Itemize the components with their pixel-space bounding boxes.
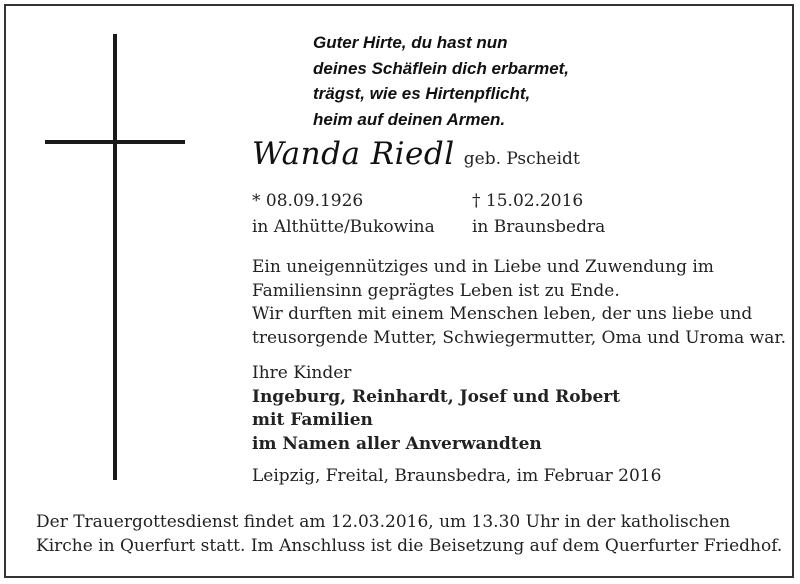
verse-line: Guter Hirte, du hast nun [313,33,508,52]
death-date: † 15.02.2016 [472,191,584,211]
birth-date: * 08.09.1926 [252,191,364,211]
message-line: Ein uneigennütziges und in Liebe und Zuwendung im [252,257,714,277]
family-names: Ingeburg, Reinhardt, Josef und Robert [252,386,621,407]
cross-horizontal-bar [45,140,185,144]
service-line: Kirche in Querfurt statt. Im Anschluss ist die Beisetzung auf dem Querfurter Friedhof. [36,536,783,556]
family-with-families: mit Familien [252,410,373,430]
verse-line: deines Schäflein dich erbarmet, [313,58,570,78]
place-date: Leipzig, Freital, Braunsbedra, im Februar 2016 [252,466,662,486]
death-info [472,188,605,240]
message-line: Wir durften mit einem Menschen leben, der uns liebe und [252,304,753,324]
message-line: treusorgende Mutter, Schwiegermutter, Oma und Uroma war. [252,327,787,348]
verse-line: trägst, wie es Hirtenpflicht, [313,84,531,103]
family-relatives: im Namen aller Anverwandten [252,433,542,454]
birth-info [252,188,435,240]
birth-name: geb. Pscheidt [463,149,580,169]
cross-vertical-bar [113,34,117,480]
deceased-name: Wanda Riedl [252,136,455,172]
death-place: in Braunsbedra [472,217,606,237]
deceased-name-line [252,136,652,172]
service-line: Der Trauergottesdienst findet am 12.03.2016, um 13.30 Uhr in der katholischen [36,512,731,532]
funeral-service-info [36,510,783,558]
birth-place: in Althütte/Bukowina [252,217,435,237]
verse [313,30,643,132]
memorial-message [252,256,787,350]
verse-line: heim auf deinen Armen. [313,109,506,129]
family-signature [252,362,772,456]
message-line: Familiensinn geprägtes Leben ist zu Ende. [252,280,620,301]
family-intro: Ihre Kinder [252,363,352,383]
